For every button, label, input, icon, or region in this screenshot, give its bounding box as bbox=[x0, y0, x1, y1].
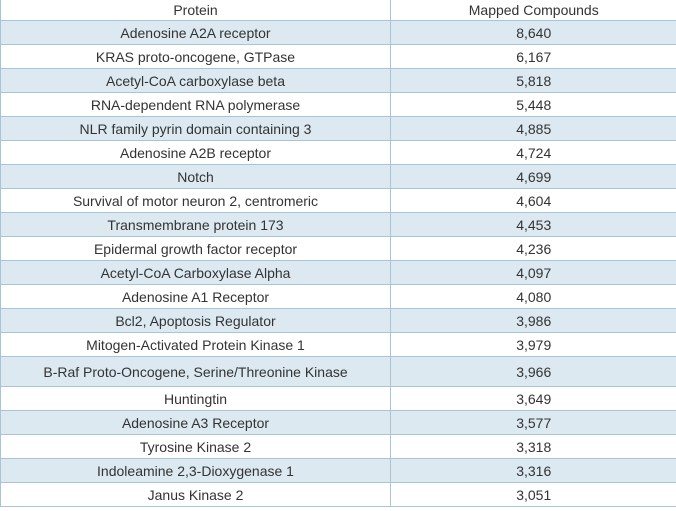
protein-cell: Janus Kinase 2 bbox=[1, 483, 391, 507]
table-row bbox=[1, 141, 676, 165]
table-row bbox=[1, 45, 676, 69]
table-row bbox=[1, 387, 676, 411]
compounds-cell: 5,448 bbox=[391, 93, 676, 117]
compounds-cell: 3,051 bbox=[391, 483, 676, 507]
protein-cell: Adenosine A2B receptor bbox=[1, 141, 391, 165]
table-row bbox=[1, 165, 676, 189]
compounds-cell: 4,604 bbox=[391, 189, 676, 213]
table-row bbox=[1, 189, 676, 213]
table-row bbox=[1, 69, 676, 93]
table-row bbox=[1, 435, 676, 459]
table-row bbox=[1, 93, 676, 117]
table-row bbox=[1, 261, 676, 285]
compounds-cell: 4,097 bbox=[391, 261, 676, 285]
compounds-cell: 3,649 bbox=[391, 387, 676, 411]
protein-cell: Acetyl-CoA carboxylase beta bbox=[1, 69, 391, 93]
table-row bbox=[1, 237, 676, 261]
compounds-cell: 8,640 bbox=[391, 21, 676, 45]
table-row bbox=[1, 483, 676, 507]
compounds-cell: 3,316 bbox=[391, 459, 676, 483]
protein-cell: Adenosine A2A receptor bbox=[1, 21, 391, 45]
header-protein: Protein bbox=[1, 0, 391, 21]
compounds-cell: 3,966 bbox=[391, 357, 676, 387]
table-row bbox=[1, 459, 676, 483]
compounds-cell: 4,699 bbox=[391, 165, 676, 189]
protein-cell: Notch bbox=[1, 165, 391, 189]
protein-cell: KRAS proto-oncogene, GTPase bbox=[1, 45, 391, 69]
protein-cell: RNA-dependent RNA polymerase bbox=[1, 93, 391, 117]
table-row bbox=[1, 411, 676, 435]
compounds-cell: 4,885 bbox=[391, 117, 676, 141]
compounds-cell: 3,986 bbox=[391, 309, 676, 333]
table-row bbox=[1, 309, 676, 333]
protein-cell: Epidermal growth factor receptor bbox=[1, 237, 391, 261]
protein-cell: Bcl2, Apoptosis Regulator bbox=[1, 309, 391, 333]
compounds-cell: 4,453 bbox=[391, 213, 676, 237]
compounds-cell: 3,577 bbox=[391, 411, 676, 435]
table-row bbox=[1, 333, 676, 357]
protein-cell: Indoleamine 2,3-Dioxygenase 1 bbox=[1, 459, 391, 483]
table-row bbox=[1, 357, 676, 387]
compounds-cell: 5,818 bbox=[391, 69, 676, 93]
compounds-cell: 4,080 bbox=[391, 285, 676, 309]
protein-cell: B-Raf Proto-Oncogene, Serine/Threonine Kinase bbox=[1, 357, 391, 387]
table-header-row bbox=[1, 0, 676, 21]
compounds-cell: 4,236 bbox=[391, 237, 676, 261]
protein-cell: Huntingtin bbox=[1, 387, 391, 411]
compounds-cell: 3,979 bbox=[391, 333, 676, 357]
protein-cell: Adenosine A3 Receptor bbox=[1, 411, 391, 435]
compounds-cell: 3,318 bbox=[391, 435, 676, 459]
protein-cell: Survival of motor neuron 2, centromeric bbox=[1, 189, 391, 213]
protein-cell: NLR family pyrin domain containing 3 bbox=[1, 117, 391, 141]
header-mapped-compounds: Mapped Compounds bbox=[391, 0, 676, 21]
table-row bbox=[1, 21, 676, 45]
protein-cell: Tyrosine Kinase 2 bbox=[1, 435, 391, 459]
protein-cell: Adenosine A1 Receptor bbox=[1, 285, 391, 309]
compounds-cell: 6,167 bbox=[391, 45, 676, 69]
table-row bbox=[1, 285, 676, 309]
protein-cell: Acetyl-CoA Carboxylase Alpha bbox=[1, 261, 391, 285]
table-row bbox=[1, 117, 676, 141]
protein-cell: Transmembrane protein 173 bbox=[1, 213, 391, 237]
table-row bbox=[1, 213, 676, 237]
compounds-cell: 4,724 bbox=[391, 141, 676, 165]
protein-cell: Mitogen-Activated Protein Kinase 1 bbox=[1, 333, 391, 357]
